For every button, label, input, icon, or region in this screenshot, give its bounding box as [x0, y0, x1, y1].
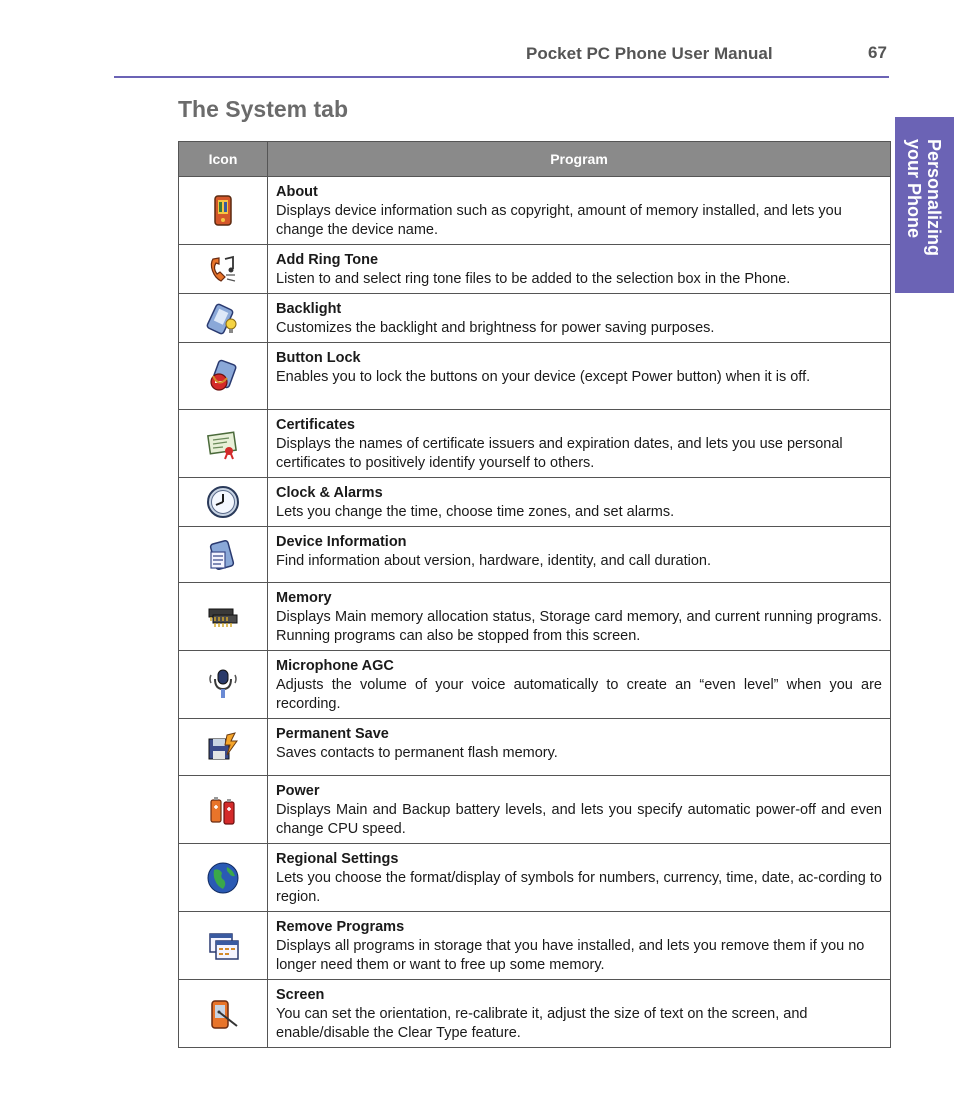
section-title: The System tab: [178, 96, 348, 122]
program-column-header: Program: [268, 142, 891, 177]
icon-column-header: Icon: [179, 142, 268, 177]
pda-about-icon: [205, 193, 241, 229]
program-name: Permanent Save: [276, 726, 389, 742]
table-row: [179, 478, 891, 527]
table-row: [179, 719, 891, 776]
program-name: Clock & Alarms: [276, 485, 383, 501]
system-tab-table: [178, 141, 891, 1048]
table-row: [179, 410, 891, 478]
header-divider: [114, 76, 889, 78]
manual-title: Pocket PC Phone User Manual: [526, 44, 773, 63]
table-row: [179, 583, 891, 651]
program-name: Button Lock: [276, 350, 361, 366]
program-description: Adjusts the volume of your voice automatically to create an “even level” when you are recording.: [276, 677, 882, 712]
program-description: Customizes the backlight and brightness for power saving purposes.: [276, 320, 715, 336]
side-tab-line2: your Phone: [904, 139, 925, 239]
table-row: [179, 527, 891, 583]
microphone-icon: [205, 667, 241, 703]
program-name: Regional Settings: [276, 851, 399, 867]
program-name: Screen: [276, 987, 325, 1003]
table-row: [179, 980, 891, 1048]
backlight-icon: [205, 300, 241, 336]
globe-icon: [205, 860, 241, 896]
clock-icon: [205, 484, 241, 520]
program-name: Microphone AGC: [276, 658, 394, 674]
program-name: Power: [276, 783, 320, 799]
program-description: Listen to and select ring tone files to be added to the selection box in the Phone.: [276, 271, 791, 287]
device-info-icon: [205, 537, 241, 573]
table-row: [179, 245, 891, 294]
table-header-row: [179, 142, 891, 177]
program-description: You can set the orientation, re-calibrate it, adjust the size of text on the screen, and enable/disable the Clear Type feature.: [276, 1006, 808, 1041]
program-name: Device Information: [276, 534, 407, 550]
program-name: Backlight: [276, 301, 342, 317]
table-row: [179, 343, 891, 410]
certificate-icon: [205, 426, 241, 462]
table-row: [179, 912, 891, 980]
table-row: [179, 776, 891, 844]
program-description: Displays Main memory allocation status, Storage card memory, and current running programs. Running programs can also be stopped from this screen.: [276, 609, 882, 644]
program-name: Certificates: [276, 417, 355, 433]
battery-icon: [205, 792, 241, 828]
program-description: Saves contacts to permanent flash memory.: [276, 745, 558, 761]
side-tab-line1: Personalizing: [924, 139, 945, 257]
program-description: Lets you choose the format/display of symbols for numbers, currency, time, date, ac-cording to region.: [276, 870, 882, 905]
screen-icon: [205, 996, 241, 1032]
program-description: Displays device information such as copyright, amount of memory installed, and lets you change the device name.: [276, 203, 842, 238]
table-row: [179, 651, 891, 719]
table-row: [179, 294, 891, 343]
program-description: Enables you to lock the buttons on your device (except Power button) when it is off.: [276, 369, 811, 385]
program-name: About: [276, 184, 318, 200]
button-lock-icon: [205, 358, 241, 394]
program-name: Add Ring Tone: [276, 252, 379, 268]
ring-tone-icon: [205, 251, 241, 287]
program-description: Displays Main and Backup battery levels, and lets you specify automatic power-off and even change CPU speed.: [276, 802, 882, 837]
table-row: [179, 177, 891, 245]
program-description: Lets you change the time, choose time zones, and set alarms.: [276, 504, 675, 520]
chapter-side-tab: [895, 117, 954, 293]
program-name: Remove Programs: [276, 919, 405, 935]
page-number: 67: [868, 43, 887, 62]
program-name: Memory: [276, 590, 332, 606]
permanent-save-icon: [205, 729, 241, 765]
program-description: Find information about version, hardware, identity, and call duration.: [276, 553, 711, 569]
program-description: Displays the names of certificate issuers and expiration dates, and lets you use personal certificates to positively identify yourself to others.: [276, 436, 843, 471]
memory-icon: [205, 599, 241, 635]
table-row: [179, 844, 891, 912]
remove-programs-icon: [205, 928, 241, 964]
program-description: Displays all programs in storage that you have installed, and lets you remove them if you no longer need them or want to free up some memory.: [276, 938, 865, 973]
